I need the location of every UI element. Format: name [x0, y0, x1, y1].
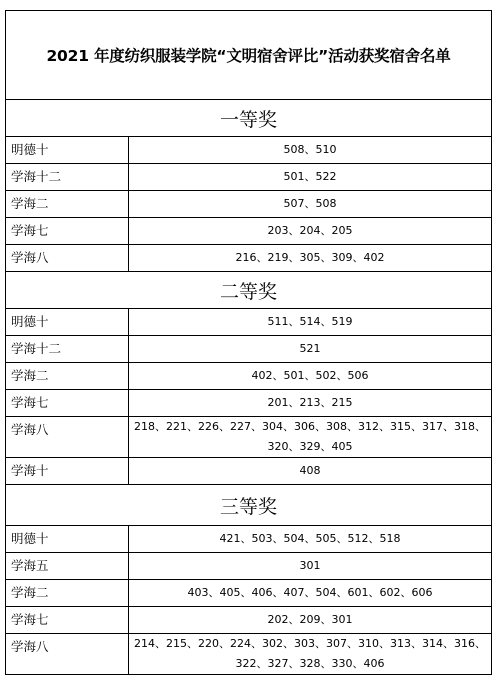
- table-row: [6, 417, 492, 458]
- table-row: [6, 245, 492, 272]
- room-numbers: 501、522: [129, 164, 492, 191]
- room-numbers: 201、213、215: [129, 390, 492, 417]
- document-title: 2021 年度纺织服装学院“文明宿舍评比”活动获奖宿舍名单: [6, 11, 492, 100]
- building-name: 学海五: [6, 553, 129, 580]
- award-table: [5, 10, 492, 675]
- table-row: [6, 553, 492, 580]
- room-numbers: 218、221、226、227、304、306、308、312、315、317、318、320、329、405: [129, 417, 492, 458]
- building-name: 学海二: [6, 580, 129, 607]
- building-name: 学海十二: [6, 164, 129, 191]
- table-row: [6, 634, 492, 675]
- room-numbers: 203、204、205: [129, 218, 492, 245]
- room-numbers: 202、209、301: [129, 607, 492, 634]
- table-row: [6, 309, 492, 336]
- table-row: [6, 390, 492, 417]
- building-name: 明德十: [6, 309, 129, 336]
- room-numbers: 421、503、504、505、512、518: [129, 526, 492, 553]
- building-name: 明德十: [6, 137, 129, 164]
- room-numbers: 403、405、406、407、504、601、602、606: [129, 580, 492, 607]
- room-numbers: 508、510: [129, 137, 492, 164]
- building-name: 学海七: [6, 390, 129, 417]
- table-row: [6, 164, 492, 191]
- room-numbers: 408: [129, 458, 492, 485]
- room-numbers: 214、215、220、224、302、303、307、310、313、314、316、322、327、328、330、406: [129, 634, 492, 675]
- room-numbers: 511、514、519: [129, 309, 492, 336]
- building-name: 学海十: [6, 458, 129, 485]
- section-heading: 一等奖: [6, 100, 492, 137]
- room-numbers: 301: [129, 553, 492, 580]
- building-name: 明德十: [6, 526, 129, 553]
- room-numbers: 402、501、502、506: [129, 363, 492, 390]
- table-row: [6, 526, 492, 553]
- table-row: [6, 137, 492, 164]
- building-name: 学海十二: [6, 336, 129, 363]
- building-name: 学海七: [6, 607, 129, 634]
- building-name: 学海八: [6, 245, 129, 272]
- table-row: [6, 580, 492, 607]
- section-header-row: [6, 272, 492, 309]
- room-numbers: 521: [129, 336, 492, 363]
- table-row: [6, 363, 492, 390]
- title-row: [6, 11, 492, 100]
- building-name: 学海二: [6, 363, 129, 390]
- award-document: [5, 10, 491, 675]
- building-name: 学海二: [6, 191, 129, 218]
- section-heading: 三等奖: [6, 485, 492, 526]
- room-numbers: 507、508: [129, 191, 492, 218]
- room-numbers: 216、219、305、309、402: [129, 245, 492, 272]
- section-heading: 二等奖: [6, 272, 492, 309]
- table-row: [6, 191, 492, 218]
- table-row: [6, 458, 492, 485]
- section-header-row: [6, 485, 492, 526]
- table-row: [6, 218, 492, 245]
- table-row: [6, 336, 492, 363]
- building-name: 学海八: [6, 634, 129, 675]
- building-name: 学海七: [6, 218, 129, 245]
- table-row: [6, 607, 492, 634]
- section-header-row: [6, 100, 492, 137]
- building-name: 学海八: [6, 417, 129, 458]
